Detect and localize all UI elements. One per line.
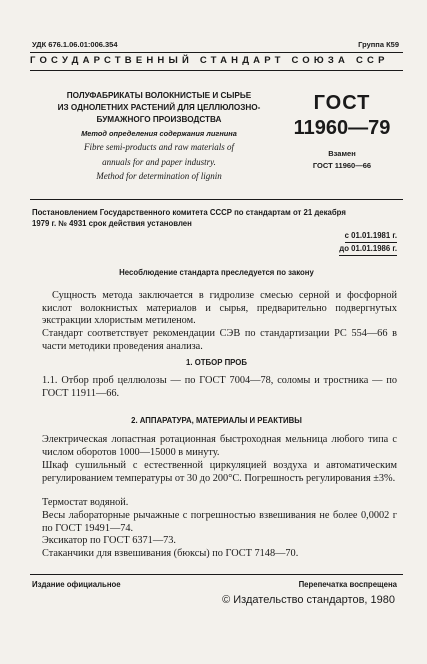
publisher-line: © Издательство стандартов, 1980 (222, 594, 395, 606)
section-2-item: Эксикатор по ГОСТ 6371—73. (42, 535, 176, 546)
title-ru-line-3: БУМАЖНОГО ПРОИЗВОДСТВА (96, 115, 222, 124)
valid-to: до 01.01.1986 г. (339, 243, 397, 256)
legal-warning: Несоблюдение стандарта преследуется по закону (119, 268, 314, 277)
section-2-item: Шкаф сушильный с естественной циркуляцией воздуха и автоматическим регулированием температуры от 30 до 200°С. Погрешность регулирования ±3%. (42, 460, 397, 484)
gost-designation (292, 92, 392, 170)
section-1-paragraph: 1.1. Отбор проб целлюлозы — по ГОСТ 7004—78, соломы и тростника — по ГОСТ 11911—66. (42, 375, 397, 399)
banner-rule (30, 70, 403, 71)
section-2-item: Весы лабораторные рычажные с погрешностью взвешивания не более 0,0002 г по ГОСТ 19491—74. (42, 510, 397, 534)
section-1-title: 1. ОТБОР ПРОБ (186, 358, 247, 367)
official-edition-label: Издание официальное (32, 580, 121, 589)
title-en-line-2: annuals for and paper industry. (102, 156, 216, 167)
replaces-value: ГОСТ 11960—66 (312, 161, 372, 170)
method-title-ru: Метод определения содержания лигнина (81, 129, 237, 138)
section-2-title: 2. АППАРАТУРА, МАТЕРИАЛЫ И РЕАКТИВЫ (131, 416, 302, 425)
decree-line-2: 1979 г. № 4931 срок действия установлен (32, 219, 192, 228)
state-standard-banner: ГОСУДАРСТВЕННЫЙ СТАНДАРТ СОЮЗА ССР (30, 55, 389, 66)
decree-line-1: Постановлением Государственного комитета СССР по стандартам от 21 декабря (32, 208, 346, 217)
title-en-line-3: Method for determination of lignin (96, 171, 222, 181)
gost-number: 11960—79 (293, 117, 391, 139)
group-code: Группа К59 (358, 40, 399, 49)
udk-code: УДК 676.1.06.01:006.354 (32, 40, 118, 49)
intro-paragraph-2: Стандарт соответствует рекомендации СЭВ по стандартизации РС 554—66 в части методики проведения анализа. (42, 328, 397, 352)
validity-dates (339, 230, 397, 256)
decree-rule (30, 199, 403, 200)
replaces-label: Взамен (328, 149, 356, 158)
gost-label: ГОСТ (313, 92, 371, 114)
title-block (40, 90, 278, 182)
section-2-item: Термостат водяной. (42, 497, 129, 508)
footer-rule (30, 574, 403, 575)
title-ru-line-2: ИЗ ОДНОЛЕТНИХ РАСТЕНИЙ ДЛЯ ЦЕЛЛЮЛОЗНО- (57, 103, 261, 112)
top-rule (30, 52, 403, 53)
decree-text (32, 207, 401, 229)
reprint-prohibited-label: Перепечатка воспрещена (298, 580, 397, 589)
section-2-item: Стаканчики для взвешивания (бюксы) по ГОСТ 7148—70. (42, 548, 299, 559)
title-en-line-1: Fibre semi-products and raw materials of (83, 142, 235, 152)
section-2-item: Электрическая лопастная ротационная быстроходная мельница любого типа с числом оборотов 1000—15000 в минуту. (42, 434, 397, 458)
valid-from: с 01.01.1981 г. (345, 230, 397, 243)
intro-paragraph-1: Сущность метода заключается в гидролизе смесью серной и фосфорной кислот волокнистых материалов и сырья, предварительно подвергнутых экстракции хлористым метиленом. (42, 290, 397, 327)
title-ru-line-1: ПОЛУФАБРИКАТЫ ВОЛОКНИСТЫЕ И СЫРЬЕ (66, 91, 252, 100)
